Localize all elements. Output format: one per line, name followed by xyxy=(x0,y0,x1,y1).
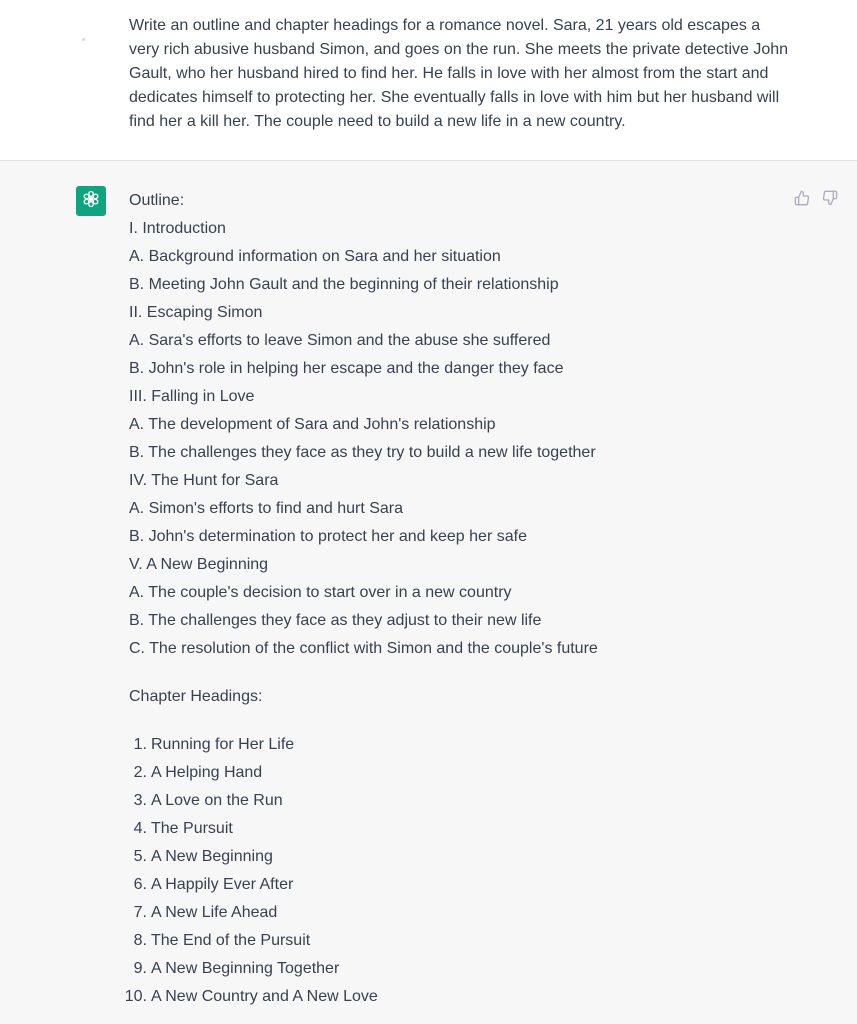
outline-line: A. Simon's efforts to find and hurt Sara xyxy=(129,500,404,517)
chapter-item xyxy=(129,871,809,899)
chapter-item xyxy=(124,983,809,1011)
chapter-number: 7. xyxy=(133,904,147,921)
chapter-number: 4. xyxy=(133,820,147,837)
thumbs-down-button[interactable] xyxy=(820,190,840,210)
chapter-title: A Happily Ever After xyxy=(151,876,294,893)
chapter-title: A Helping Hand xyxy=(151,764,263,781)
chapter-title: A New Life Ahead xyxy=(151,904,278,921)
chapter-number: 8. xyxy=(133,932,147,949)
chapter-title: The Pursuit xyxy=(151,820,233,837)
chapter-item xyxy=(129,731,809,759)
chapter-number: 1. xyxy=(133,736,147,753)
chapter-list xyxy=(124,731,809,1011)
outline-line: IV. The Hunt for Sara xyxy=(129,472,279,489)
chapter-item xyxy=(129,815,809,843)
outline-heading: Outline: xyxy=(129,192,185,209)
assistant-avatar xyxy=(76,186,106,216)
chapter-number: 3. xyxy=(133,792,147,809)
chapter-item xyxy=(129,955,809,983)
chapter-title: A New Country and A New Love xyxy=(151,988,378,1005)
chapter-title: A New Beginning xyxy=(151,848,273,865)
outline-line: B. Meeting John Gault and the beginning of their relationship xyxy=(129,276,559,293)
outline-list xyxy=(129,215,809,663)
outline-line: II. Escaping Simon xyxy=(129,304,263,321)
outline-line: III. Falling in Love xyxy=(129,388,255,405)
chapter-title: A Love on the Run xyxy=(151,792,283,809)
chapter-item xyxy=(129,759,809,787)
outline-line: V. A New Beginning xyxy=(129,556,269,573)
openai-logo-icon xyxy=(81,189,101,214)
outline-line: B. John's determination to protect her and keep her safe xyxy=(129,528,527,545)
chapter-number: 6. xyxy=(133,876,147,893)
outline-line: I. Introduction xyxy=(129,220,226,237)
thumbs-down-icon xyxy=(822,190,838,211)
chapter-number: 10. xyxy=(124,988,147,1005)
chapter-title: A New Beginning Together xyxy=(151,960,340,977)
outline-line: A. Sara's efforts to leave Simon and the abuse she suffered xyxy=(129,332,551,349)
chapter-title: The End of the Pursuit xyxy=(151,932,311,949)
chapter-item xyxy=(129,787,809,815)
chapter-number: 5. xyxy=(133,848,147,865)
outline-line: A. Background information on Sara and her situation xyxy=(129,248,501,265)
assistant-message xyxy=(0,161,857,1024)
chapter-item xyxy=(129,843,809,871)
chapter-item xyxy=(129,927,809,955)
outline-line: C. The resolution of the conflict with Simon and the couple's future xyxy=(129,640,598,657)
chapter-number: 2. xyxy=(133,764,147,781)
outline-line: B. The challenges they face as they adjust to their new life xyxy=(129,612,542,629)
outline-line: B. John's role in helping her escape and the danger they face xyxy=(129,360,564,377)
chapter-item xyxy=(129,899,809,927)
user-prompt-text: Write an outline and chapter headings for a romance novel. Sara, 21 years old escapes a very rich abusive husband Simon, and goes on the run. She meets the private detective John Gault, who her husband hired to find her. He falls in love with her almost from the start and dedicates himself to protecting her. She eventually falls in love with him but her husband will find her a kill her. The couple need to build a new life in a new country. xyxy=(129,17,789,130)
outline-line: A. The development of Sara and John's relationship xyxy=(129,416,496,433)
chapter-headings-title: Chapter Headings: xyxy=(129,688,263,705)
chapter-title: Running for Her Life xyxy=(151,736,295,753)
user-message xyxy=(0,0,857,161)
assistant-response xyxy=(124,187,809,1011)
outline-line: B. The challenges they face as they try to build a new life together xyxy=(129,444,596,461)
outline-line: A. The couple's decision to start over in a new country xyxy=(129,584,512,601)
chapter-number: 9. xyxy=(133,960,147,977)
user-avatar-placeholder xyxy=(82,38,85,41)
